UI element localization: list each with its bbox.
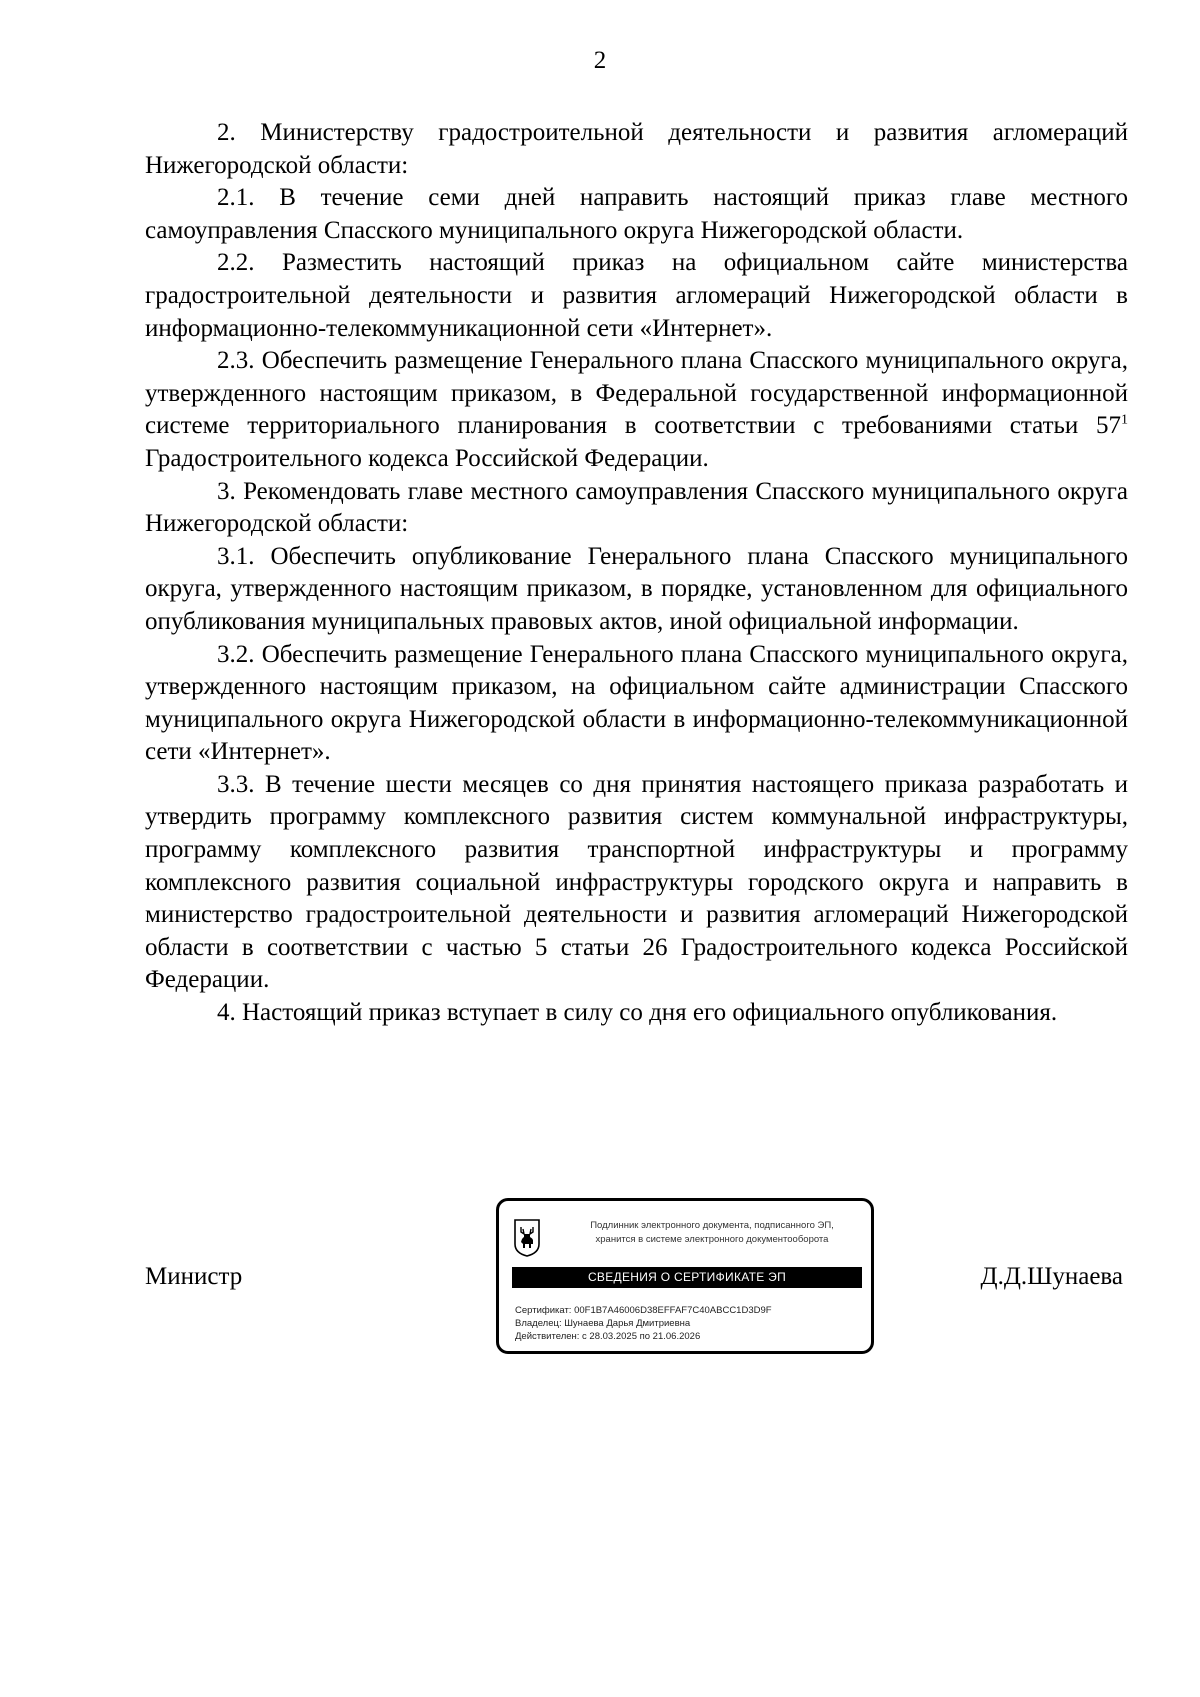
certificate-owner: Владелец: Шунаева Дарья Дмитриевна xyxy=(515,1318,691,1329)
paragraph-3-2: 3.2. Обеспечить размещение Генерального плана Спасского муниципального округа, утвержденного настоящим приказом, на официальном сайте администрации Спасского муниципального округа Нижегородской области в информационно-телекоммуникационной сети «Интернет». xyxy=(145,640,1128,766)
paragraph-2-3 xyxy=(145,345,1128,475)
document-body xyxy=(145,117,1128,1030)
signatory-title: Министр xyxy=(145,1263,243,1290)
certificate-validity: Действителен: с 28.03.2025 по 21.06.2026 xyxy=(515,1331,701,1342)
stamp-header-line-1: Подлинник электронного документа, подписанного ЭП, xyxy=(590,1220,834,1231)
page-number: 2 xyxy=(593,47,607,74)
nizhny-novgorod-deer-emblem-icon xyxy=(512,1218,542,1258)
certificate-details xyxy=(515,1304,865,1343)
certificate-info-bar: СВЕДЕНИЯ О СЕРТИФИКАТЕ ЭП xyxy=(512,1267,862,1288)
paragraph-4: 4. Настоящий приказ вступает в силу со дня его официального опубликования. xyxy=(217,999,1058,1027)
paragraph-2-3-text-after: Градостроительного кодекса Российской Федерации. xyxy=(145,444,709,472)
signatory-name: Д.Д.Шунаева xyxy=(980,1263,1123,1290)
paragraph-2: 2. Министерству градостроительной деятельности и развития агломераций Нижегородской области: xyxy=(145,119,1128,179)
paragraph-2-3-text: 2.3. Обеспечить размещение Генерального плана Спасского муниципального округа, утвержденного настоящим приказом, в Федеральной государственной информационной системе территориального планирования в соответствии с требованиями статьи 57 xyxy=(145,347,1128,440)
certificate-number: Сертификат: 00F1B7A46006D38EFFAF7C40ABCC1D3D9F xyxy=(515,1305,772,1316)
stamp-header xyxy=(555,1219,869,1247)
article-superscript: 1 xyxy=(1121,413,1128,429)
stamp-header-line-2: хранится в системе электронного документооборота xyxy=(595,1234,829,1245)
paragraph-3-1: 3.1. Обеспечить опубликование Генерального плана Спасского муниципального округа, утвержденного настоящим приказом, в порядке, установленном для официального опубликования муниципальных правовых актов, иной официальной информации. xyxy=(145,542,1128,635)
paragraph-2-2: 2.2. Разместить настоящий приказ на официальном сайте министерства градостроительной деятельности и развития агломераций Нижегородской области в информационно-телекоммуникационной сети «Интернет». xyxy=(145,249,1128,342)
paragraph-3: 3. Рекомендовать главе местного самоуправления Спасского муниципального округа Нижегородской области: xyxy=(145,477,1128,538)
electronic-signature-stamp xyxy=(496,1198,874,1354)
paragraph-2-1: 2.1. В течение семи дней направить настоящий приказ главе местного самоуправления Спасского муниципального округа Нижегородской области. xyxy=(145,184,1128,244)
paragraph-3-3: 3.3. В течение шести месяцев со дня принятия настоящего приказа разработать и утвердить программу комплексного развития систем коммунальной инфраструктуры, программу комплексного развития транспортной инфраструктуры и программу комплексного развития социальной инфраструктуры городского округа и направить в министерство градостроительной деятельности и развития агломераций Нижегородской области в соответствии с частью 5 статьи 26 Градостроительного кодекса Российской Федерации. xyxy=(145,770,1128,994)
